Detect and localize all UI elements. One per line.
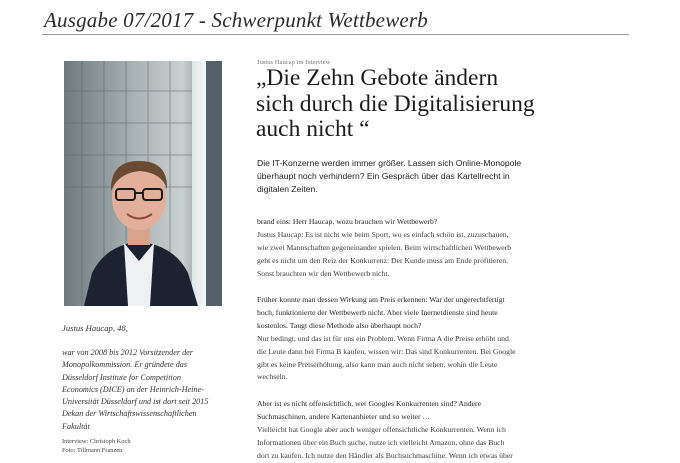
bio-text <box>62 347 234 433</box>
bio-line: war von 2008 bis 2012 Vorsitzender der <box>62 348 193 357</box>
interview-paragraph-2 <box>257 294 557 384</box>
question-line: Aber ist es nicht offensichtlich, wer Googles Konkurrenten sind? Andere <box>257 399 482 408</box>
article-headline <box>256 66 586 143</box>
question-line: Früher konnte man dessen Wirkung am Preis erkennen: War der ungerechtfertigt <box>257 295 505 304</box>
teaser-line: digitalen Zeiten. <box>257 184 318 195</box>
bio-name: Justus Haucap, 48, <box>62 323 128 333</box>
bio-line: Monopolkommission. Er gründete das <box>62 360 188 370</box>
bio-line: Economics (DICE) an der Heinrich-Heine- <box>62 384 204 394</box>
header-divider <box>42 34 629 35</box>
headline-line: auch nicht “ <box>256 116 370 142</box>
answer-line: dort zu kaufen. Ich nutze den Händler als Buchsuchmaschine. Wenn ich etwas über <box>257 450 513 460</box>
interview-paragraph-3 <box>257 398 557 463</box>
article-teaser <box>257 157 542 196</box>
answer-line: Informationen über ein Buch suche, nutze ich vielleicht Amazon, ohne das Buch <box>257 437 505 447</box>
answer-line: die Leute dann bei Firma B kaufen, wissen wir: Das sind Konkurrenten. Bei Google <box>257 346 516 356</box>
article-kicker: Justus Haucap im Interview <box>257 59 331 66</box>
headline-line: „Die Zehn Gebote ändern <box>256 65 499 91</box>
answer-line: Sonst brauchten wir den Wettbewerb nicht. <box>257 268 390 278</box>
answer-line: wechseln. <box>257 372 288 382</box>
photo-credits <box>62 437 234 455</box>
page-title: Ausgabe 07/2017 - Schwerpunkt Wettbewerb <box>44 8 429 32</box>
question-line: kostenlos. Taugt diese Methode also überhaupt noch? <box>257 320 422 330</box>
portrait-illustration <box>64 61 222 306</box>
bio-line: Dekan der Wirtschaftswissenschaftlichen <box>62 409 197 419</box>
teaser-line: überhaupt noch verhindern? Ein Gespräch über das Kartellrecht in <box>257 171 510 182</box>
portrait-photo <box>64 61 222 306</box>
answer-line: Nur bedingt, und das ist für uns ein Problem. Wenn Firma A die Preise erhöht und <box>257 333 509 343</box>
bio-line: Universität Düsseldorf und ist dort seit 2015 <box>62 397 209 407</box>
question-line: hoch, funktionierte der Wettbewerb nicht. Aber viele Inernetdienste sind heute <box>257 307 498 317</box>
headline-line: sich durch die Digitalisierung <box>256 90 535 117</box>
answer-line: wie zwei Mannschaften gegeneinander spielen. Beim wirtschaftlichen Wettbewerb <box>257 242 512 252</box>
credit-interview: Interview: Christoph Koch <box>62 438 131 445</box>
credit-photo: Foto: Tillmann Franzen <box>62 447 123 455</box>
interview-paragraph-1 <box>257 216 557 281</box>
answer-line: Justus Haucap: Es ist nicht wie beim Sport, wo es einfach schön ist, zuzuschauen, <box>257 229 509 239</box>
question-line: Suchmaschinen, andere Kartenanbieter und so weiter … <box>257 411 431 421</box>
answer-line: geht es nicht um den Reiz der Konkurrenz: Der Kunde muss am Ende profitieren. <box>257 255 509 265</box>
bio-line: Fakultät <box>62 421 90 431</box>
bio-line: Düsseldorf Institute for Competition <box>62 372 181 382</box>
answer-line: gibt es keine Preiserhöhung, also kann man auch nicht sehen, wohin die Leute <box>257 359 498 369</box>
teaser-line: Die IT-Konzerne werden immer größer. Lassen sich Online-Monopole <box>257 158 522 168</box>
question-line: brand eins: Herr Haucap, wozu brauchen wir Wettbewerb? <box>257 217 438 226</box>
answer-line: Vielleicht hat Google aber auch weniger offensichtliche Konkurrenten. Wenn ich <box>257 424 506 434</box>
